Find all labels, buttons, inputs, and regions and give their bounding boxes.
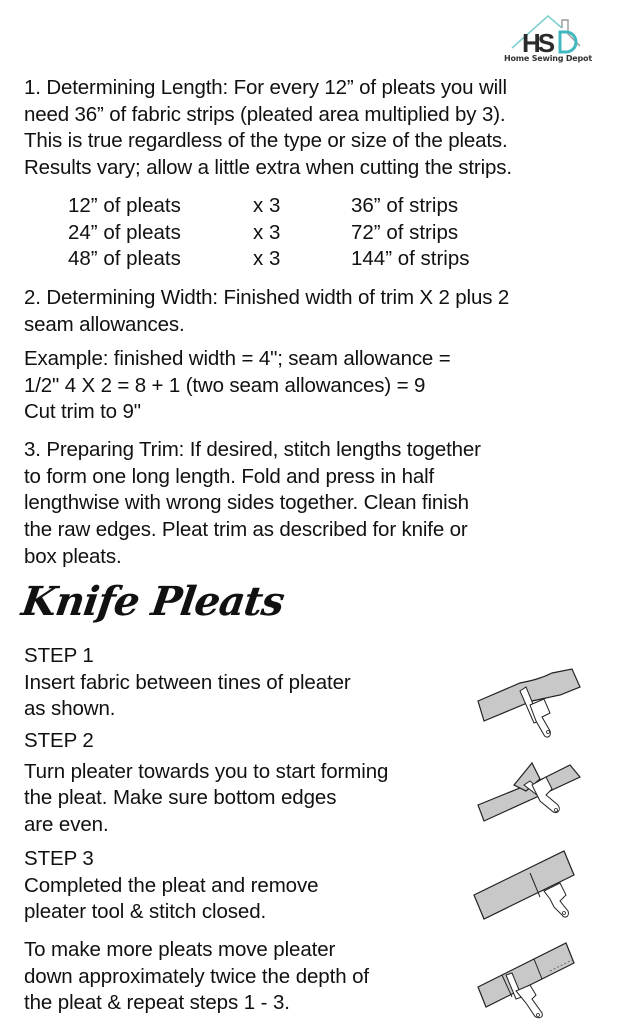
paragraph-line: 3. Preparing Trim: If desired, stitch lengths together xyxy=(24,438,481,461)
step-line: pleater tool & stitch closed. xyxy=(24,900,267,923)
knife-pleats-heading: Knife Pleats xyxy=(18,578,287,625)
paragraph-line: Results vary; allow a little extra when cutting the strips. xyxy=(24,156,512,180)
strips-cell: 144” of strips xyxy=(351,247,470,271)
strips-cell: 36” of strips xyxy=(351,194,459,217)
table-row xyxy=(68,246,511,273)
pleats-cell: 12” of pleats xyxy=(68,194,181,217)
repeat-instructions xyxy=(24,937,454,1017)
step-label: STEP 2 xyxy=(24,729,94,752)
paragraph-line: seam allowances. xyxy=(24,312,185,336)
step-1 xyxy=(24,643,454,723)
pleats-cell: 48” of pleats xyxy=(68,247,181,271)
svg-text:HS: HS xyxy=(522,28,553,56)
paragraph-line: 1. Determining Length: For every 12” of pleats you will xyxy=(24,76,507,99)
pleater-repeat-pleats-icon xyxy=(470,935,590,1020)
pleater-insert-fabric-icon xyxy=(470,665,590,745)
pleats-cell: 24” of pleats xyxy=(68,220,181,244)
paragraph-line: Example: finished width = 4"; seam allowance = xyxy=(24,347,451,370)
pleater-turn-forming-pleat-icon xyxy=(470,755,590,835)
paragraph-line: box pleats. xyxy=(24,544,122,568)
paragraph-line: need 36” of fabric strips (pleated area multiplied by 3). xyxy=(24,102,506,126)
length-table xyxy=(68,193,511,273)
step-line: are even. xyxy=(24,812,109,836)
paragraph-line: 2. Determining Width: Finished width of trim X 2 plus 2 xyxy=(24,286,510,309)
width-example xyxy=(24,346,604,426)
brand-logo xyxy=(500,8,596,68)
multiplier-cell: x 3 xyxy=(253,247,281,271)
section-determining-width xyxy=(24,285,604,338)
step-label: STEP 3 xyxy=(24,847,94,870)
table-row xyxy=(68,220,511,247)
step-2 xyxy=(24,728,454,838)
paragraph-line: to form one long length. Fold and press in half xyxy=(24,464,435,488)
strips-cell: 72” of strips xyxy=(351,220,459,244)
brand-name: Home Sewing Depot xyxy=(504,54,592,63)
multiplier-cell: x 3 xyxy=(253,220,281,244)
step-line: the pleat. Make sure bottom edges xyxy=(24,786,337,809)
paragraph-line: Cut trim to 9" xyxy=(24,400,141,424)
section-preparing-trim xyxy=(24,437,604,571)
step-line: Turn pleater towards you to start forming xyxy=(24,759,389,783)
house-logo-icon xyxy=(500,8,596,56)
step-line: down approximately twice the depth of xyxy=(24,964,370,988)
step-label: STEP 1 xyxy=(24,644,94,667)
step-line: Insert fabric between tines of pleater xyxy=(24,670,351,694)
multiplier-cell: x 3 xyxy=(253,194,281,217)
paragraph-line: 1/2" 4 X 2 = 8 + 1 (two seam allowances) = 9 xyxy=(24,373,426,397)
pleater-completed-pleat-icon xyxy=(470,845,590,925)
paragraph-line: lengthwise with wrong sides together. Clean finish xyxy=(24,491,469,515)
step-3 xyxy=(24,846,454,926)
step-line: To make more pleats move pleater xyxy=(24,938,336,961)
section-determining-length xyxy=(24,75,604,182)
step-line: as shown. xyxy=(24,697,116,720)
paragraph-line: the raw edges. Pleat trim as described for knife or xyxy=(24,518,468,542)
paragraph-line: This is true regardless of the type or size of the pleats. xyxy=(24,129,508,153)
step-line: Completed the pleat and remove xyxy=(24,873,319,897)
step-line: the pleat & repeat steps 1 - 3. xyxy=(24,991,290,1014)
table-row xyxy=(68,193,511,220)
